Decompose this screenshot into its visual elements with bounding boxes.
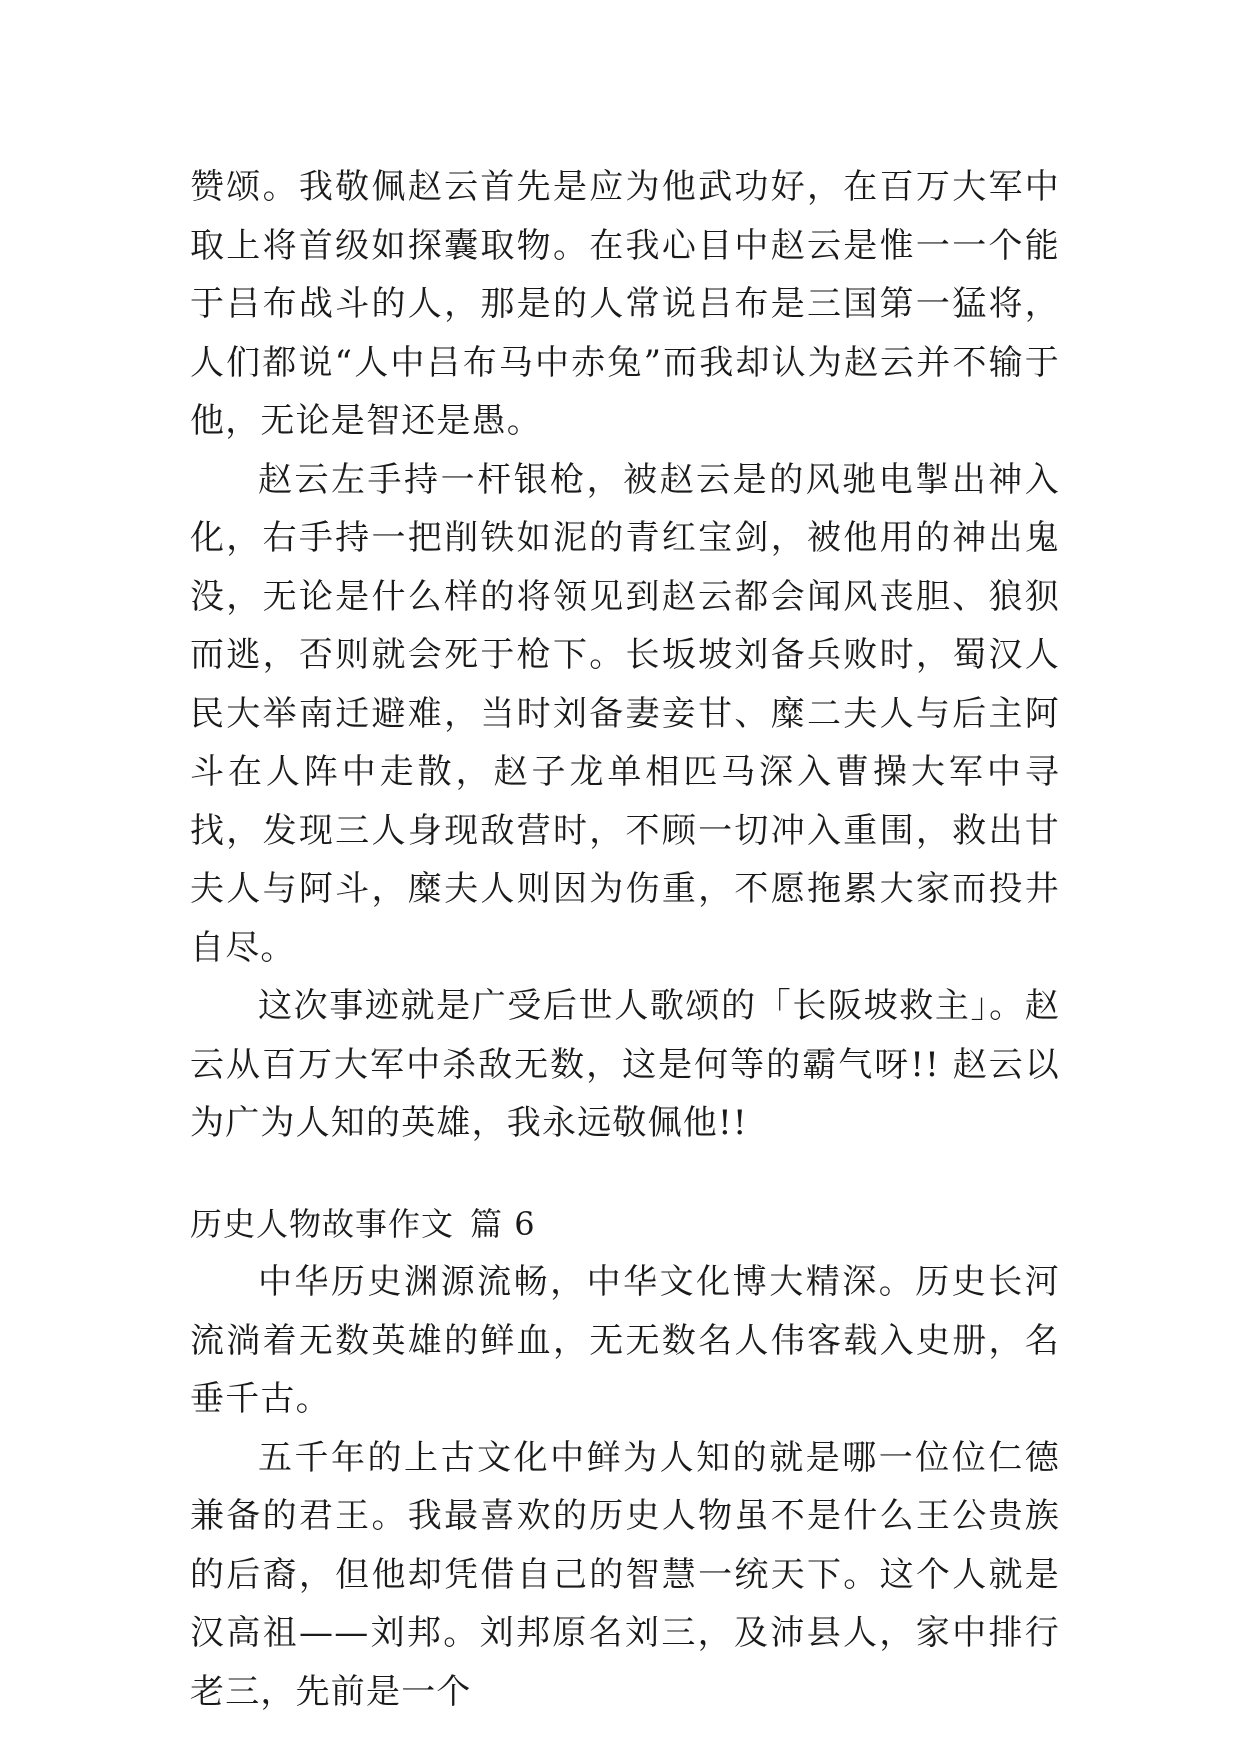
section-heading-number: 篇 6 [470,1204,536,1243]
text-column [190,158,1060,1721]
section-heading-title: 历史人物故事作文 [190,1204,455,1243]
paragraph-chinese-history: 中华历史渊源流畅，中华文化博大精深。历史长河流淌着无数英雄的鲜血，无无数名人伟客载入史册，名垂千古。 [190,1262,1060,1419]
paragraph-changban-rescue: 这次事迹就是广受后世人歌颂的「长阪坡救主」。赵云从百万大军中杀敌无数，这是何等的霸气呀!! 赵云以为广为人知的英雄，我永远敬佩他!! [190,986,1060,1143]
paragraph-zhao-yun-weapons: 赵云左手持一杆银枪，被赵云是的风驰电掣出神入化，右手持一把削铁如泥的青红宝剑，被他用的神出鬼没，无论是什么样的将领见到赵云都会闻风丧胆、狼狈而逃，否则就会死于枪下。长坂坡刘备兵败时，蜀汉人民大举南迁避难，当时刘备妻妾甘、糜二夫人与后主阿斗在人阵中走散，赵子龙单相匹马深入曹操大军中寻找，发现三人身现敌营时，不顾一切冲入重围，救出甘夫人与阿斗，糜夫人则因为伤重，不愿拖累大家而投井自尽。 [190,459,1060,968]
paragraph-liu-bang: 五千年的上古文化中鲜为人知的就是哪一位位仁德兼备的君王。我最喜欢的历史人物虽不是什么王公贵族的后裔，但他却凭借自己的智慧一统天下。这个人就是汉高祖——刘邦。刘邦原名刘三，及沛县人，家中排行老三，先前是一个 [190,1437,1060,1712]
paragraph-zhao-yun-praise: 赞颂。我敬佩赵云首先是应为他武功好，在百万大军中取上将首级如探囊取物。在我心目中赵云是惟一一个能于吕布战斗的人，那是的人常说吕布是三国第一猛将，人们都说“人中吕布马中赤兔”而我却认为赵云并不输于他，无论是智还是愚。 [190,167,1060,441]
section-heading [190,1195,1060,1254]
